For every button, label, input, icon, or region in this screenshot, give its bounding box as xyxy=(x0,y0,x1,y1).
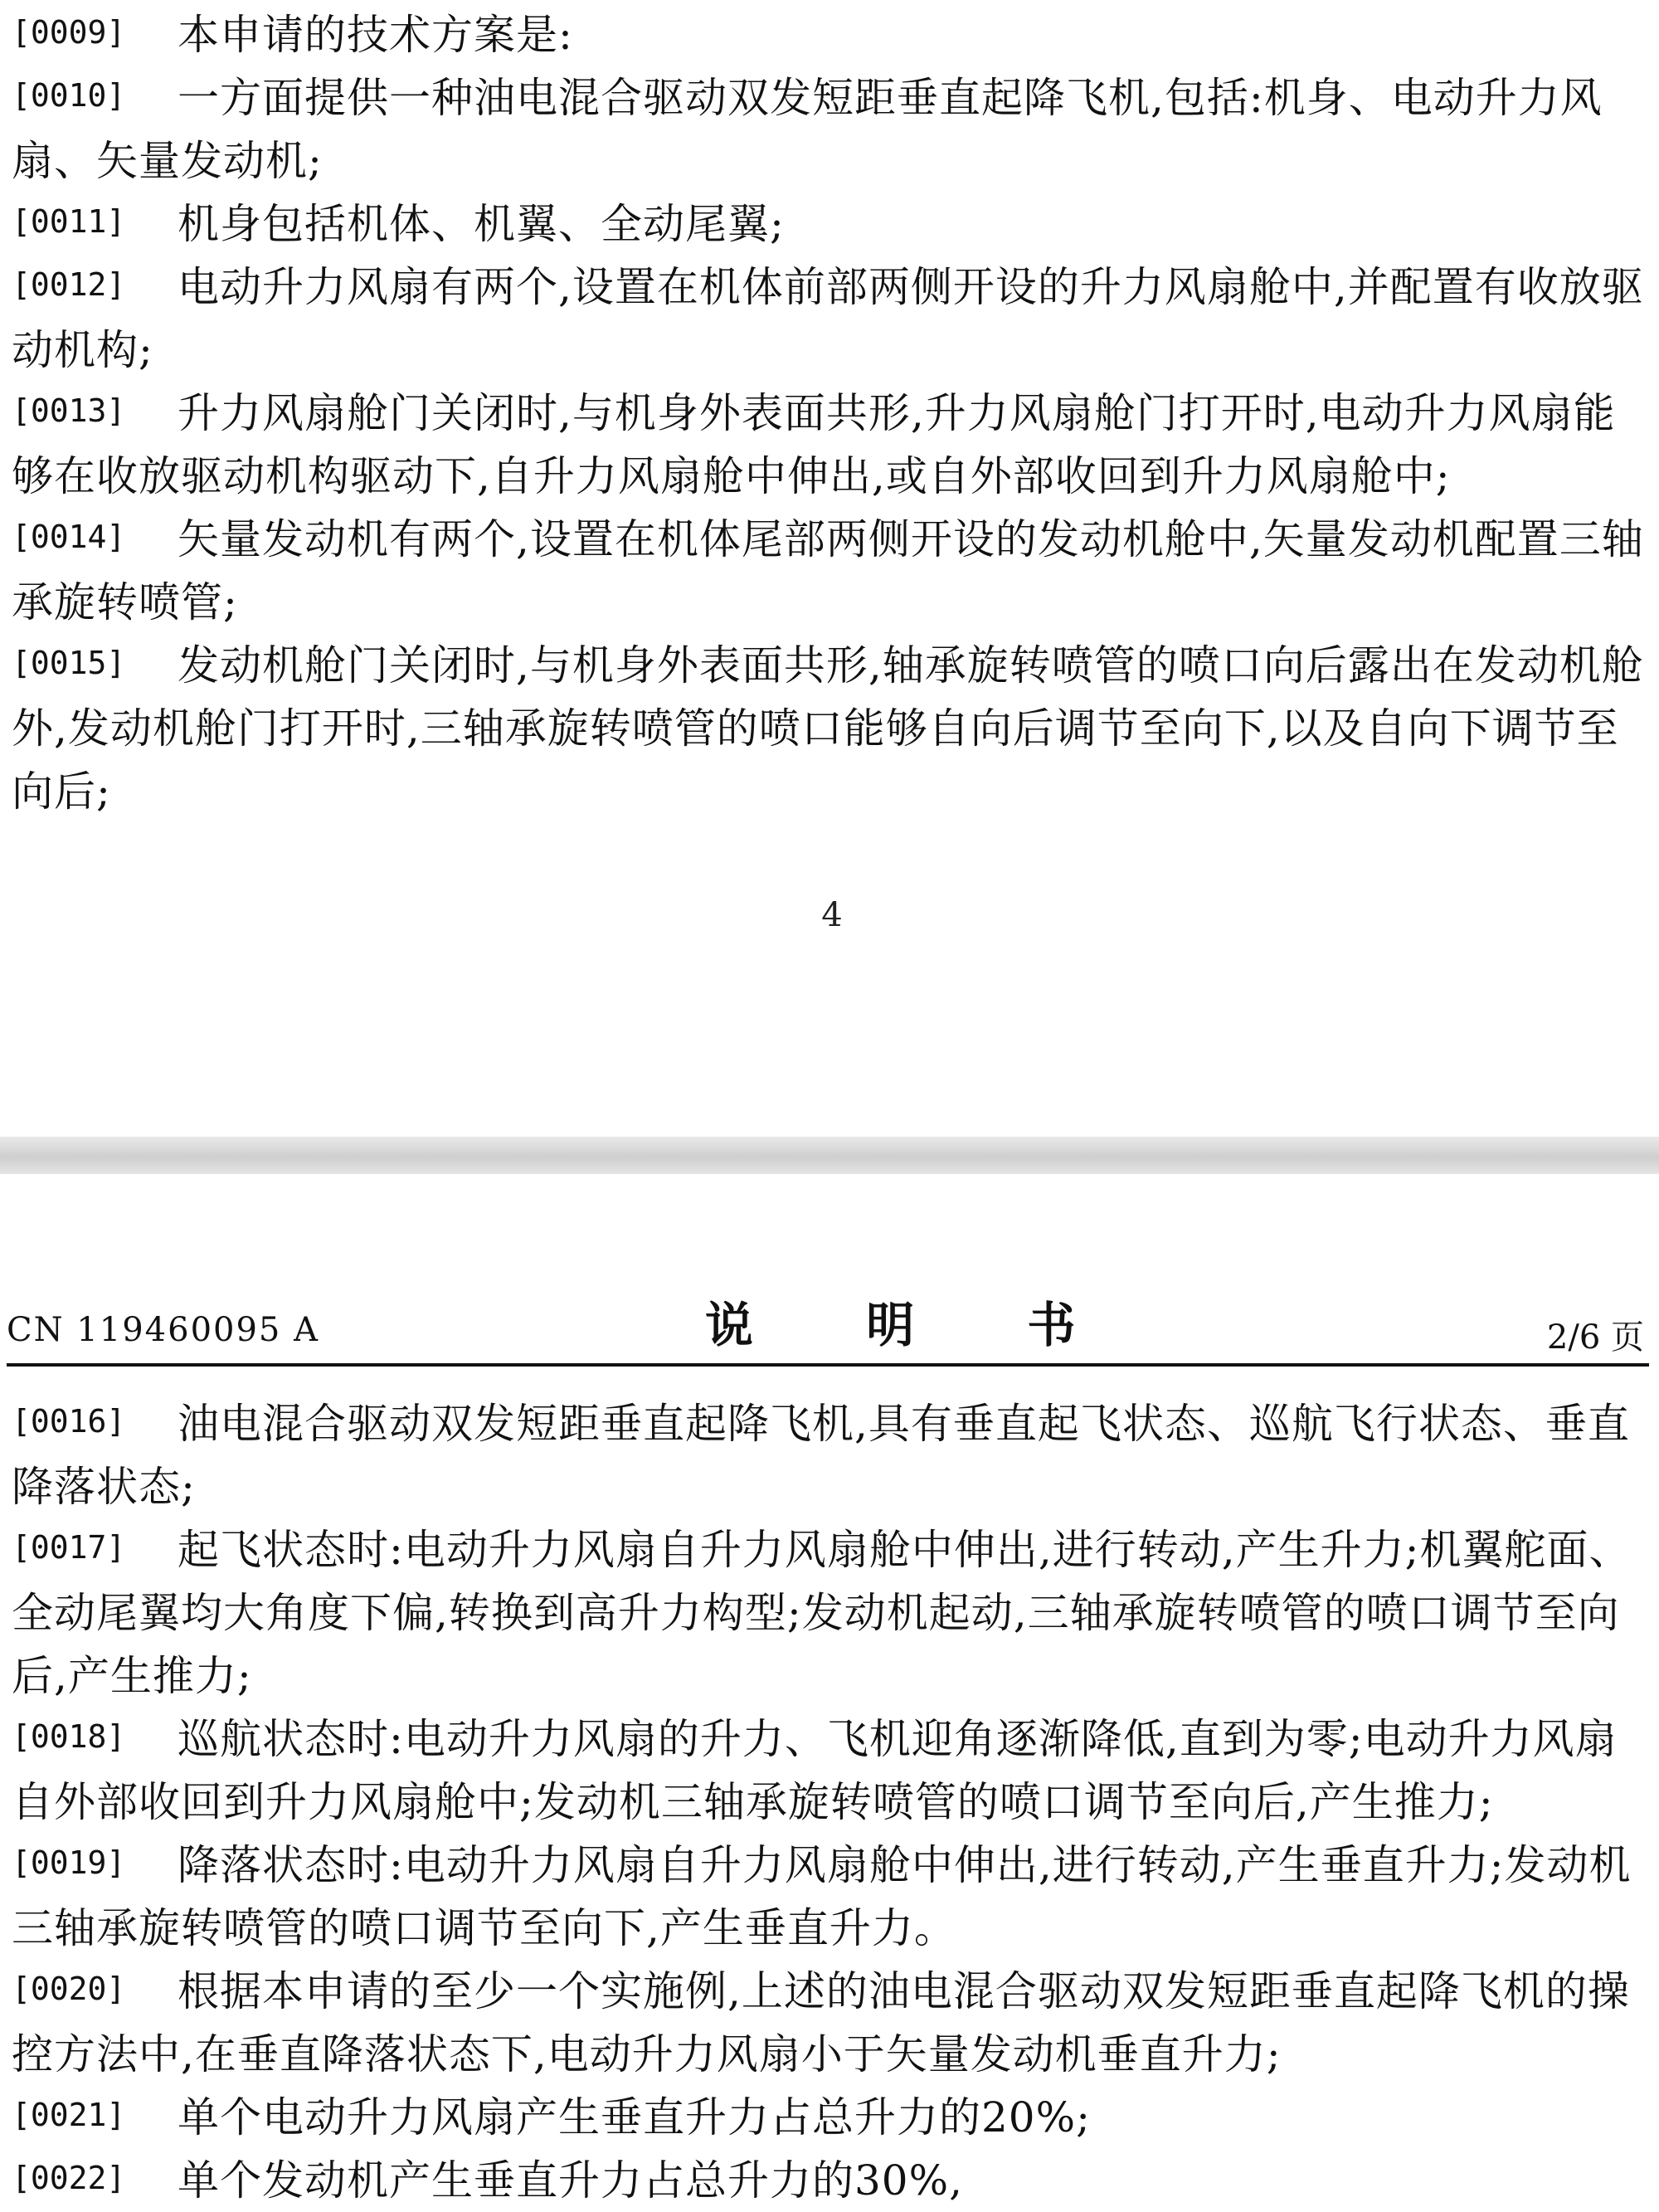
paragraph-0011 xyxy=(12,192,1650,256)
page-divider xyxy=(0,1137,1659,1174)
page-count: 2/6 页 xyxy=(1546,1318,1644,1357)
paragraph-text: 升力风扇舱门关闭时,与机身外表面共形,升力风扇舱门打开时,电动升力风扇能够在收放驱动机构驱动下,自升力风扇舱中伸出,或自外部收回到升力风扇舱中; xyxy=(12,389,1616,500)
paragraph-text: 单个电动升力风扇产生垂直升力占总升力的20%; xyxy=(178,2093,1091,2141)
paragraph-text: 电动升力风扇有两个,设置在机体前部两侧开设的升力风扇舱中,并配置有收放驱动机构; xyxy=(12,263,1644,374)
paragraph-0015 xyxy=(12,634,1650,823)
paragraph-number: [0018] xyxy=(12,1718,126,1755)
paragraph-text: 机身包括机体、机翼、全动尾翼; xyxy=(178,200,785,248)
paragraph-text: 根据本申请的至少一个实施例,上述的油电混合驱动双发短距垂直起降飞机的操控方法中,在垂直降落状态下,电动升力风扇小于矢量发动机垂直升力; xyxy=(12,1967,1630,2078)
paragraph-number: [0015] xyxy=(12,645,126,681)
paragraph-0013 xyxy=(12,382,1650,508)
paragraph-0009 xyxy=(12,3,1650,66)
paragraph-text: 降落状态时:电动升力风扇自升力风扇舱中伸出,进行转动,产生垂直升力;发动机三轴承旋转喷管的喷口调节至向下,产生垂直升力。 xyxy=(12,1841,1632,1952)
page-header xyxy=(0,1174,1659,1365)
document-page-bottom xyxy=(0,1174,1659,2205)
paragraph-text: 一方面提供一种油电混合驱动双发短距垂直起降飞机,包括:机身、电动升力风扇、矢量发动机; xyxy=(12,74,1603,185)
paragraph-text: 发动机舱门关闭时,与机身外表面共形,轴承旋转喷管的喷口向后露出在发动机舱外,发动机舱门打开时,三轴承旋转喷管的喷口能够自向后调节至向下,以及自向下调节至向后; xyxy=(12,641,1644,816)
paragraph-number: [0022] xyxy=(12,2160,126,2196)
paragraph-number: [0011] xyxy=(12,203,126,240)
paragraph-number: [0019] xyxy=(12,1844,126,1881)
paragraph-0021 xyxy=(12,2086,1650,2149)
paragraph-0018 xyxy=(12,1708,1650,1834)
paragraph-0017 xyxy=(12,1518,1650,1708)
paragraph-0022 xyxy=(12,2149,1650,2212)
paragraph-number: [0016] xyxy=(12,1403,126,1440)
paragraph-number: [0020] xyxy=(12,1971,126,2007)
paragraph-0010 xyxy=(12,66,1650,192)
paragraph-0019 xyxy=(12,1834,1650,1960)
paragraph-0012 xyxy=(12,256,1650,382)
paragraph-list-bottom xyxy=(12,1392,1650,2212)
paragraph-text: 巡航状态时:电动升力风扇的升力、飞机迎角逐渐降低,直到为零;电动升力风扇自外部收回到升力风扇舱中;发动机三轴承旋转喷管的喷口调节至向后,产生推力; xyxy=(12,1715,1618,1826)
paragraph-0016 xyxy=(12,1392,1650,1518)
paragraph-number: [0017] xyxy=(12,1529,126,1566)
paragraph-number: [0013] xyxy=(12,392,126,429)
paragraph-list-top xyxy=(12,3,1650,823)
paragraph-number: [0010] xyxy=(12,77,126,114)
paragraph-text: 单个发动机产生垂直升力占总升力的30%, xyxy=(178,2156,964,2205)
page-number: 4 xyxy=(821,896,843,934)
paragraph-text: 起飞状态时:电动升力风扇自升力风扇舱中伸出,进行转动,产生升力;机翼舵面、全动尾翼均大角度下偏,转换到高升力构型;发动机起动,三轴承旋转喷管的喷口调节至向后,产生推力; xyxy=(12,1526,1632,1700)
paragraph-number: [0021] xyxy=(12,2097,126,2133)
paragraph-number: [0009] xyxy=(12,14,126,51)
paragraph-number: [0014] xyxy=(12,519,126,555)
document-title: 说 明 书 xyxy=(705,1297,1124,1353)
document-number: CN 119460095 A xyxy=(7,1311,319,1349)
paragraph-text: 油电混合驱动双发短距垂直起降飞机,具有垂直起飞状态、巡航飞行状态、垂直降落状态; xyxy=(12,1400,1630,1511)
paragraph-text: 本申请的技术方案是: xyxy=(178,11,573,59)
paragraph-number: [0012] xyxy=(12,266,126,303)
paragraph-text: 矢量发动机有两个,设置在机体尾部两侧开设的发动机舱中,矢量发动机配置三轴承旋转喷管; xyxy=(12,515,1644,626)
header-rule xyxy=(7,1363,1649,1367)
paragraph-0014 xyxy=(12,508,1650,634)
paragraph-0020 xyxy=(12,1960,1650,2086)
